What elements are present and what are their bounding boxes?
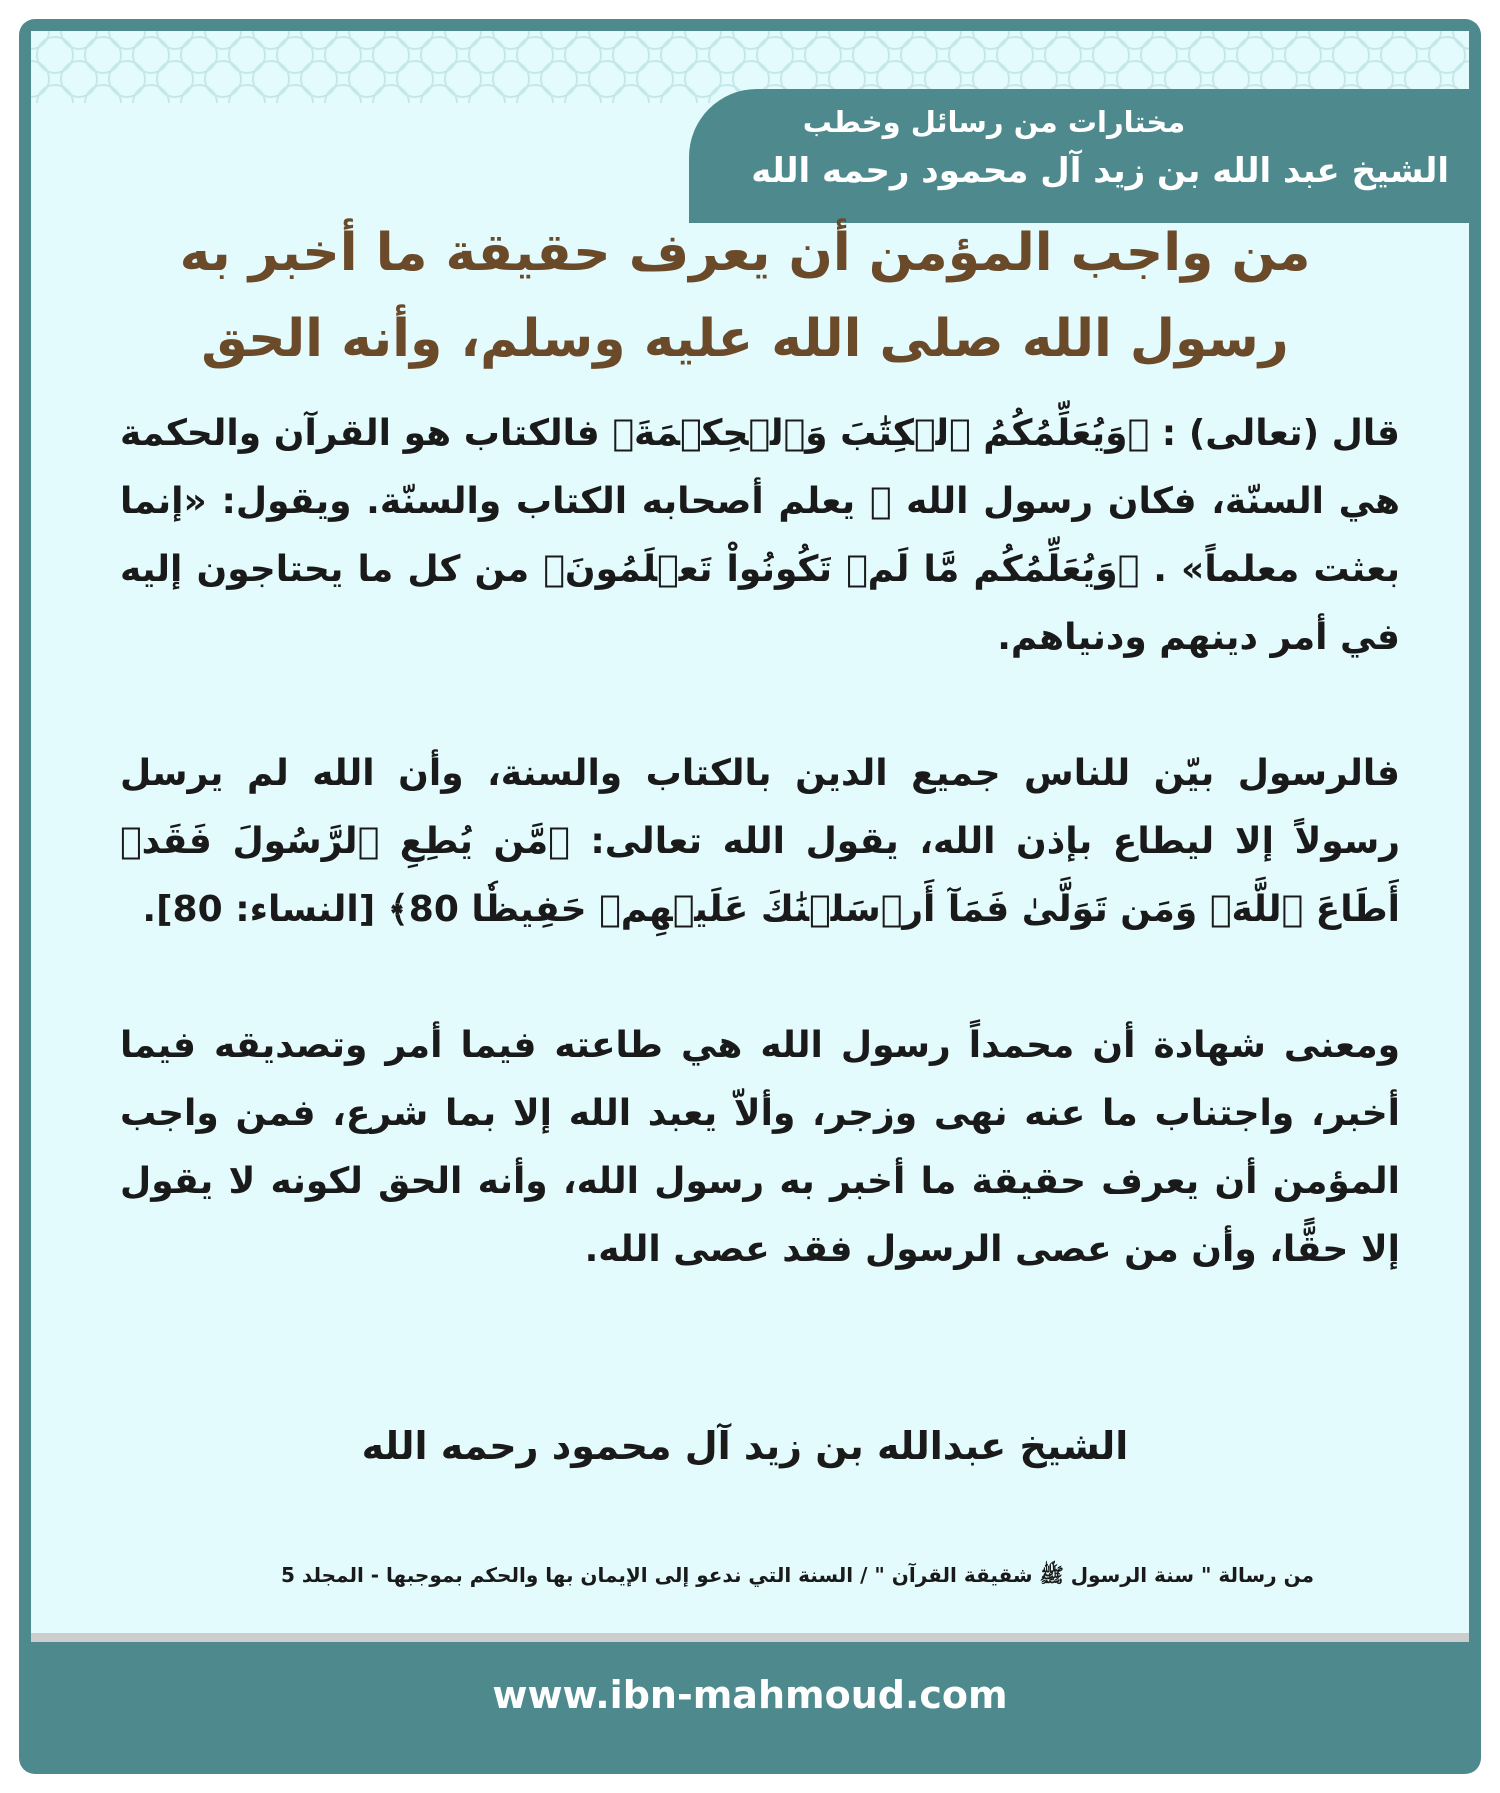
paragraph-1: قال (تعالى) : ﴿وَيُعَلِّمُكُمُ ٱلۡكِتَٰبَ وَٱلۡحِكۡمَةَ﴾ فالكتاب هو القرآن والحكمة هي السنّة، فكان رسول الله ﷺ يعلم أصحابه الكتاب والسنّة. ويقول: «إنما بعثت معلماً» . ﴿وَيُعَلِّمُكُم مَّا لَمۡ تَكُونُواْ تَعۡلَمُونَ﴾ من كل ما يحتاجون إليه في أمر دينهم ودنياهم. (120, 413, 1400, 658)
footer-divider (31, 1633, 1469, 1642)
title-line-1: من واجب المؤمن أن يعرف حقيقة ما أخبر به (179, 223, 1311, 283)
header-series-title: مختارات من رسائل وخطب (802, 105, 1186, 139)
website-link[interactable]: www.ibn-mahmoud.com (492, 1673, 1008, 1717)
source-citation: من رسالة " سنة الرسول ﷺ شقيقة القرآن " / السنة التي ندعو إلى الإيمان بها والحكم بموجبها - المجلد 5 (281, 1563, 1314, 1587)
author-signature: الشيخ عبدالله بن زيد آل محمود رحمه الله (361, 1424, 1129, 1468)
page-title (100, 210, 1390, 382)
paragraph-3: ومعنى شهادة أن محمداً رسول الله هي طاعته فيما أمر وتصديقه فيما أخبر، واجتناب ما عنه نهى وزجر، وألاّ يعبد الله إلا بما شرع، فمن واجب المؤمن أن يعرف حقيقة ما أخبر به رسول الله، وأنه الحق لكونه لا يقول إلا حقًّا، وأن من عصى الرسول فقد عصى الله. (120, 1025, 1400, 1270)
header-author: الشيخ عبد الله بن زيد آل محمود رحمه الله (751, 151, 1449, 191)
article-body (120, 400, 1400, 1352)
header-tab (689, 89, 1469, 223)
title-line-2: رسول الله صلى الله عليه وسلم، وأنه الحق (201, 309, 1289, 369)
paragraph-2: فالرسول بيّن للناس جميع الدين بالكتاب والسنة، وأن الله لم يرسل رسولاً إلا ليطاع بإذن الله، يقول الله تعالى: ﴿مَّن يُطِعِ ٱلرَّسُولَ فَقَدۡ أَطَاعَ ٱللَّهَۖ وَمَن تَوَلَّىٰ فَمَآ أَرۡسَلۡنَٰكَ عَلَيۡهِمۡ حَفِيظٗا 80﴾ [النساء: 80]. (120, 753, 1400, 930)
